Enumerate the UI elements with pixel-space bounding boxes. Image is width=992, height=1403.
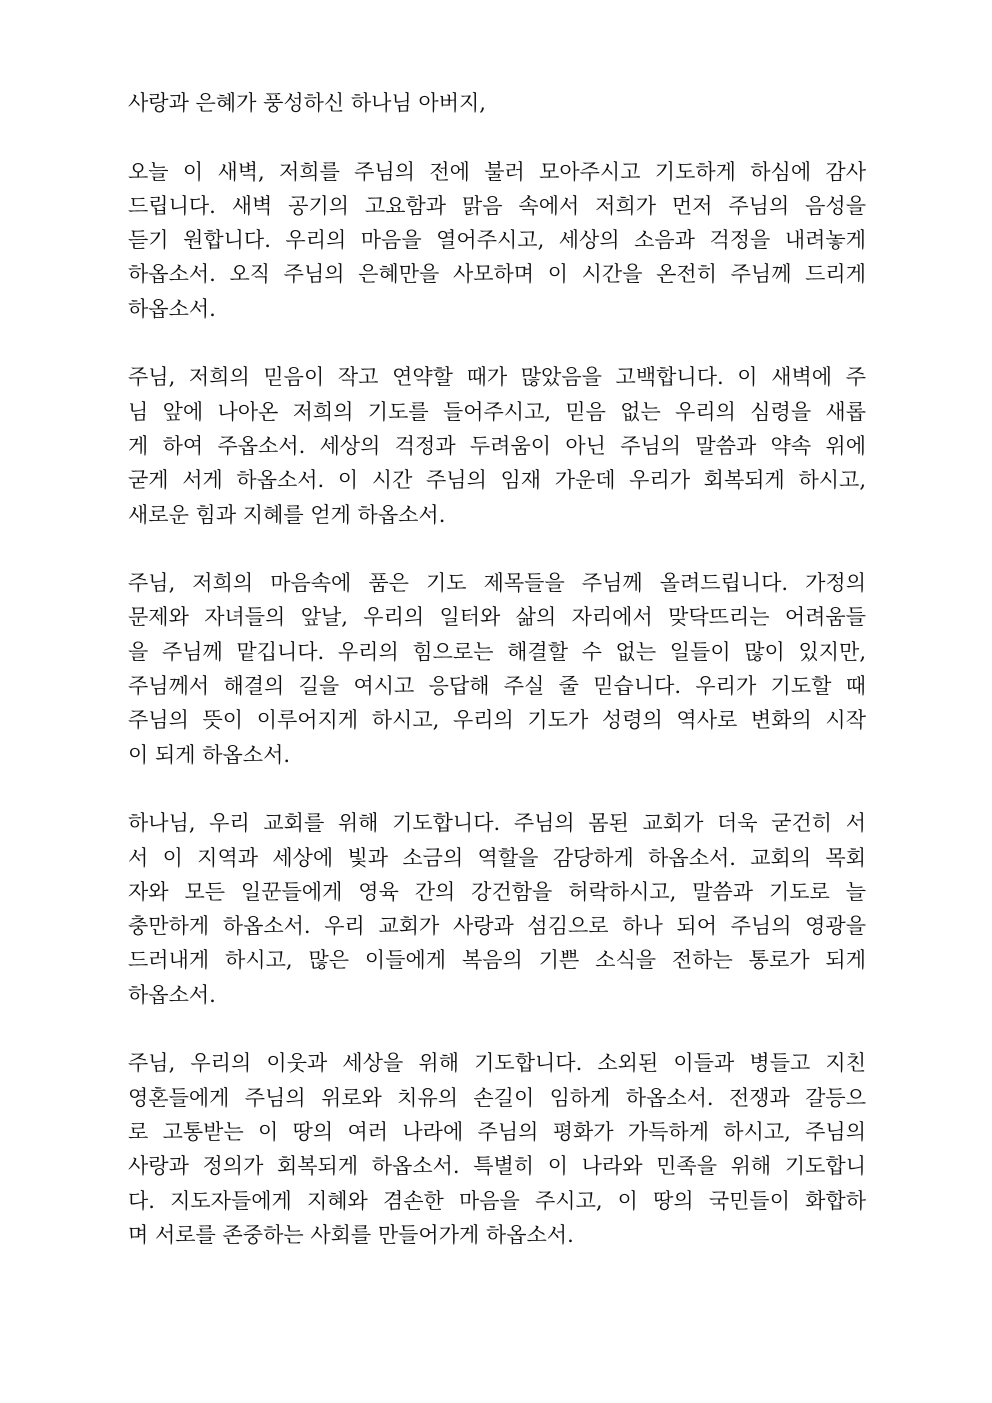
paragraph-line: 주님, 저희의 믿음이 작고 연약할 때가 많았음을 고백합니다. 이 새벽에 주 bbox=[128, 365, 866, 390]
paragraph-line: 하옵소서. 오직 주님의 은혜만을 사모하며 이 시간을 온전히 주님께 드리게 bbox=[128, 262, 866, 287]
paragraph-line: 이 되게 하옵소서. bbox=[128, 742, 291, 767]
paragraph-line: 드러내게 하시고, 많은 이들에게 복음의 기쁜 소식을 전하는 통로가 되게 bbox=[128, 948, 866, 973]
paragraph-line: 하옵소서. bbox=[128, 982, 216, 1007]
paragraph-line: 주님, 저희의 마음속에 품은 기도 제목들을 주님께 올려드립니다. 가정의 bbox=[128, 571, 866, 596]
paragraph-line: 서 이 지역과 세상에 빛과 소금의 역할을 감당하게 하옵소서. 교회의 목회 bbox=[128, 845, 866, 870]
paragraph-line: 오늘 이 새벽, 저희를 주님의 전에 불러 모아주시고 기도하게 하심에 감사 bbox=[128, 159, 866, 184]
paragraph-line: 문제와 자녀들의 앞날, 우리의 일터와 삶의 자리에서 맞닥뜨리는 어려움들 bbox=[128, 605, 866, 630]
paragraph-line: 로 고통받는 이 땅의 여러 나라에 주님의 평화가 가득하게 하시고, 주님의 bbox=[128, 1119, 866, 1144]
paragraph-line: 사랑과 정의가 회복되게 하옵소서. 특별히 이 나라와 민족을 위해 기도합니 bbox=[128, 1154, 866, 1179]
paragraph-line: 새로운 힘과 지혜를 얻게 하옵소서. bbox=[128, 502, 446, 527]
paragraph-line: 듣기 원합니다. 우리의 마음을 열어주시고, 세상의 소음과 걱정을 내려놓게 bbox=[128, 228, 866, 253]
paragraph-line: 드립니다. 새벽 공기의 고요함과 맑음 속에서 저희가 먼저 주님의 음성을 bbox=[128, 193, 866, 218]
paragraph-line: 영혼들에게 주님의 위로와 치유의 손길이 임하게 하옵소서. 전쟁과 갈등으 bbox=[128, 1085, 866, 1110]
paragraph-line: 충만하게 하옵소서. 우리 교회가 사랑과 섬김으로 하나 되어 주님의 영광을 bbox=[128, 914, 866, 939]
paragraph-line: 자와 모든 일꾼들에게 영육 간의 강건함을 허락하시고, 말씀과 기도로 늘 bbox=[128, 879, 866, 904]
paragraph-line: 게 하여 주옵소서. 세상의 걱정과 두려움이 아닌 주님의 말씀과 약속 위에 bbox=[128, 433, 866, 458]
paragraph-line: 하나님, 우리 교회를 위해 기도합니다. 주님의 몸된 교회가 더욱 굳건히 서 bbox=[128, 811, 866, 836]
paragraph-2 bbox=[128, 360, 866, 531]
paragraph-line: 을 주님께 맡깁니다. 우리의 힘으로는 해결할 수 없는 일들이 많이 있지만, bbox=[128, 639, 866, 664]
paragraph-line: 며 서로를 존중하는 사회를 만들어가게 하옵소서. bbox=[128, 1222, 574, 1247]
document-page bbox=[128, 86, 866, 1286]
paragraph-line: 주님의 뜻이 이루어지게 하시고, 우리의 기도가 성령의 역사로 변화의 시작 bbox=[128, 708, 866, 733]
greeting-line: 사랑과 은혜가 풍성하신 하나님 아버지, bbox=[128, 91, 486, 115]
paragraph-line: 하옵소서. bbox=[128, 296, 216, 321]
paragraph-5 bbox=[128, 1046, 866, 1252]
paragraph-4 bbox=[128, 806, 866, 1012]
paragraph-line: 다. 지도자들에게 지혜와 겸손한 마음을 주시고, 이 땅의 국민들이 화합하 bbox=[128, 1188, 866, 1213]
paragraph-1 bbox=[128, 155, 866, 326]
greeting-paragraph bbox=[128, 86, 866, 120]
paragraph-line: 주님께서 해결의 길을 여시고 응답해 주실 줄 믿습니다. 우리가 기도할 때 bbox=[128, 674, 866, 699]
paragraph-line: 님 앞에 나아온 저희의 기도를 들어주시고, 믿음 없는 우리의 심령을 새롭 bbox=[128, 399, 866, 424]
paragraph-line: 굳게 서게 하옵소서. 이 시간 주님의 임재 가운데 우리가 회복되게 하시고, bbox=[128, 468, 866, 493]
paragraph-3 bbox=[128, 566, 866, 772]
paragraph-line: 주님, 우리의 이웃과 세상을 위해 기도합니다. 소외된 이들과 병들고 지친 bbox=[128, 1051, 866, 1076]
